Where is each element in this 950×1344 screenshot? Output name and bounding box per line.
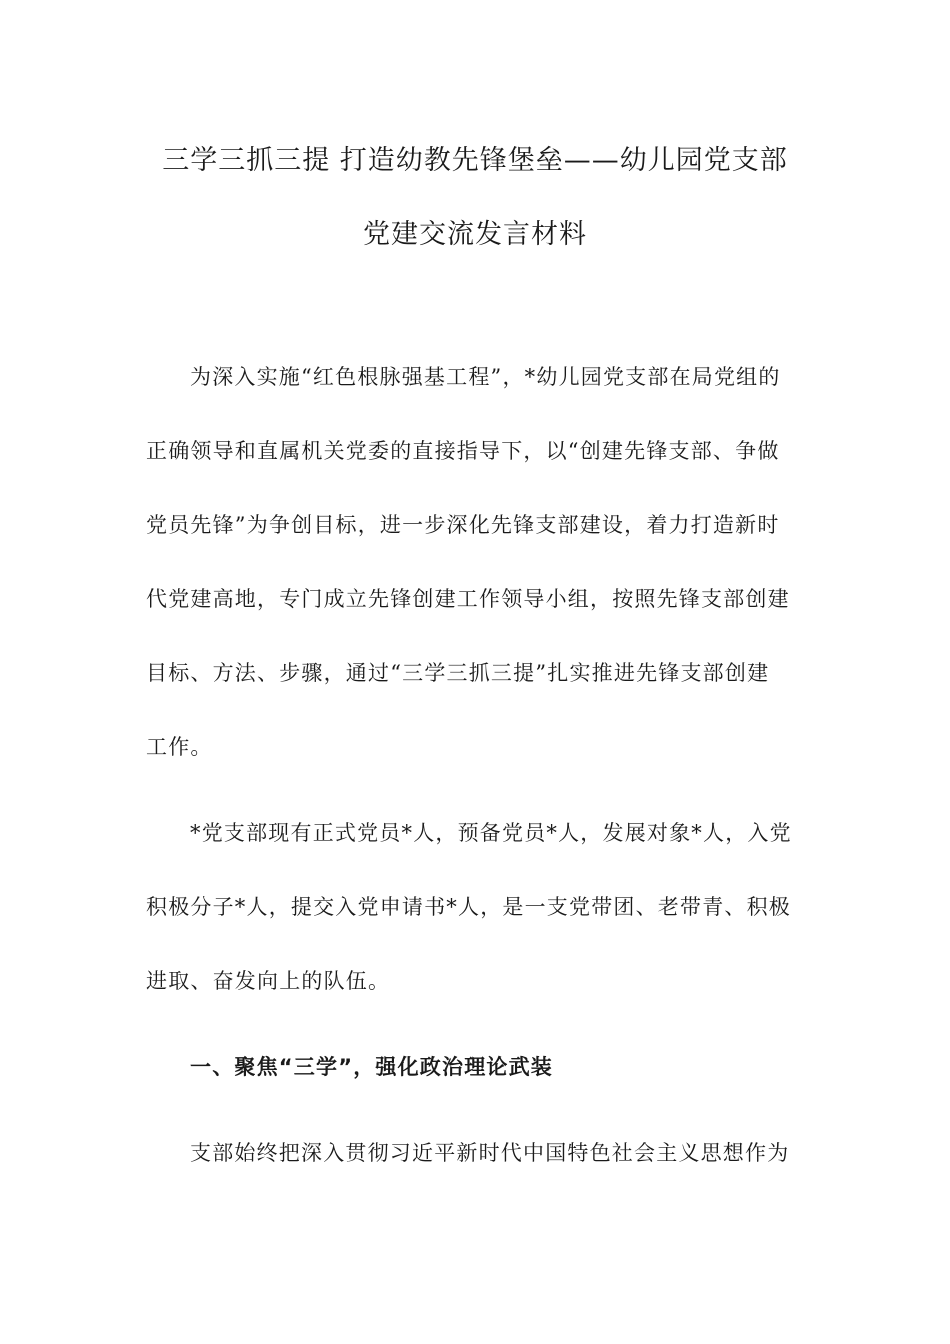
paragraph-2-line-3: 进取、奋发向上的队伍。 (146, 969, 391, 993)
paragraph-2-line-2: 积极分子*人，提交入党申请书*人，是一支党带团、老带青、积极 (146, 895, 791, 919)
paragraph-1-line-5: 目标、方法、步骤，通过“三学三抓三提”扎实推进先锋支部创建 (146, 661, 770, 685)
paragraph-1-line-6: 工作。 (146, 735, 213, 759)
document-title-line-2: 党建交流发言材料 (363, 219, 587, 250)
paragraph-1-line-1: 为深入实施“红色根脉强基工程”，*幼儿园党支部在局党组的 (190, 365, 781, 389)
paragraph-2-line-1: *党支部现有正式党员*人，预备党员*人，发展对象*人，入党 (190, 821, 792, 845)
paragraph-1-line-2: 正确领导和直属机关党委的直接指导下，以“创建先锋支部、争做 (146, 439, 780, 463)
paragraph-1-line-4: 代党建高地，专门成立先锋创建工作领导小组，按照先锋支部创建 (146, 587, 790, 611)
paragraph-3-line-1: 支部始终把深入贯彻习近平新时代中国特色社会主义思想作为 (190, 1141, 790, 1165)
document-title-line-1: 三学三抓三提 打造幼教先锋堡垒——幼儿园党支部 (162, 145, 788, 176)
section-1-heading: 一、聚焦“三学”，强化政治理论武装 (190, 1055, 554, 1079)
paragraph-1-line-3: 党员先锋”为争创目标，进一步深化先锋支部建设，着力打造新时 (146, 513, 780, 537)
